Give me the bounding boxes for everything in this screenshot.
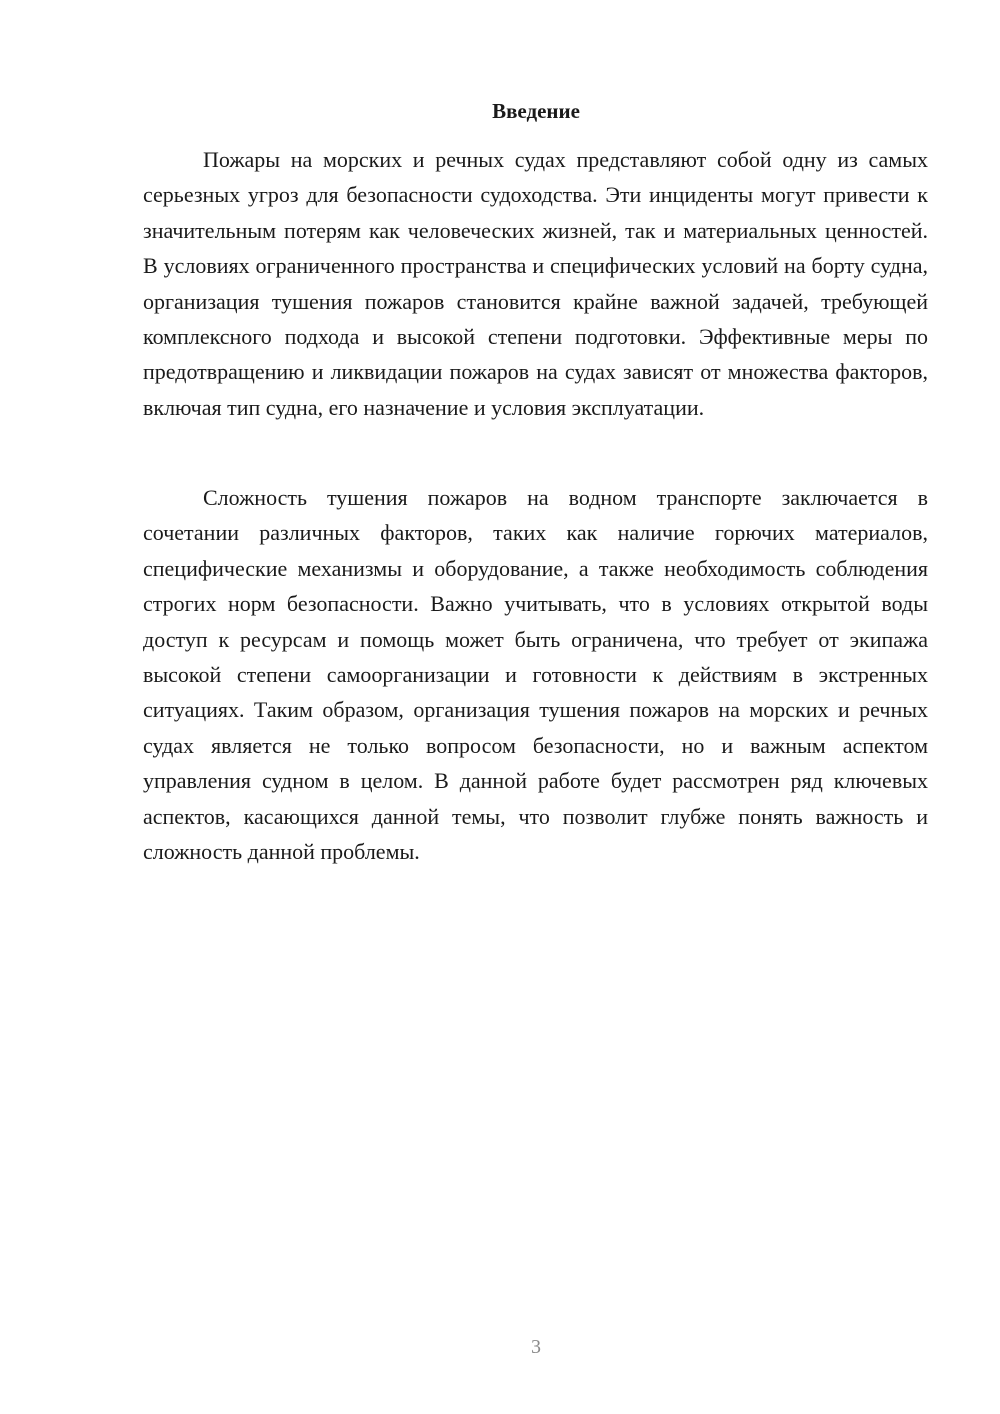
paragraph-introduction-2: Сложность тушения пожаров на водном транспорте заключается в сочетании различных факторов, таких как наличие горючих материалов, специфические механизмы и оборудование, а также необходимость соблюдения строгих норм безопасности. Важно учитывать, что в условиях открытой воды доступ к ресурсам и помощь может быть ограничена, что требует от экипажа высокой степени самоорганизации и готовности к действиям в экстренных ситуациях. Таким образом, организация тушения пожаров на морских и речных судах является не только вопросом безопасности, но и важным аспектом управления судном в целом. В данной работе будет рассмотрен ряд ключевых аспектов, касающихся данной темы, что позволит глубже понять важность и сложность данной проблемы. bbox=[143, 485, 928, 865]
page-number: 3 bbox=[531, 1336, 541, 1358]
page-title: Введение bbox=[492, 99, 580, 123]
paragraph-introduction-1: Пожары на морских и речных судах представляют собой одну из самых серьезных угроз для безопасности судоходства. Эти инциденты могут привести к значительным потерям как человеческих жизней, так и материальных ценностей. В условиях ограниченного пространства и специфических условий на борту судна, организация тушения пожаров становится крайне важной задачей, требующей комплексного подхода и высокой степени подготовки. Эффективные меры по предотвращению и ликвидации пожаров на судах зависят от множества факторов, включая тип судна, его назначение и условия эксплуатации. bbox=[143, 147, 928, 420]
